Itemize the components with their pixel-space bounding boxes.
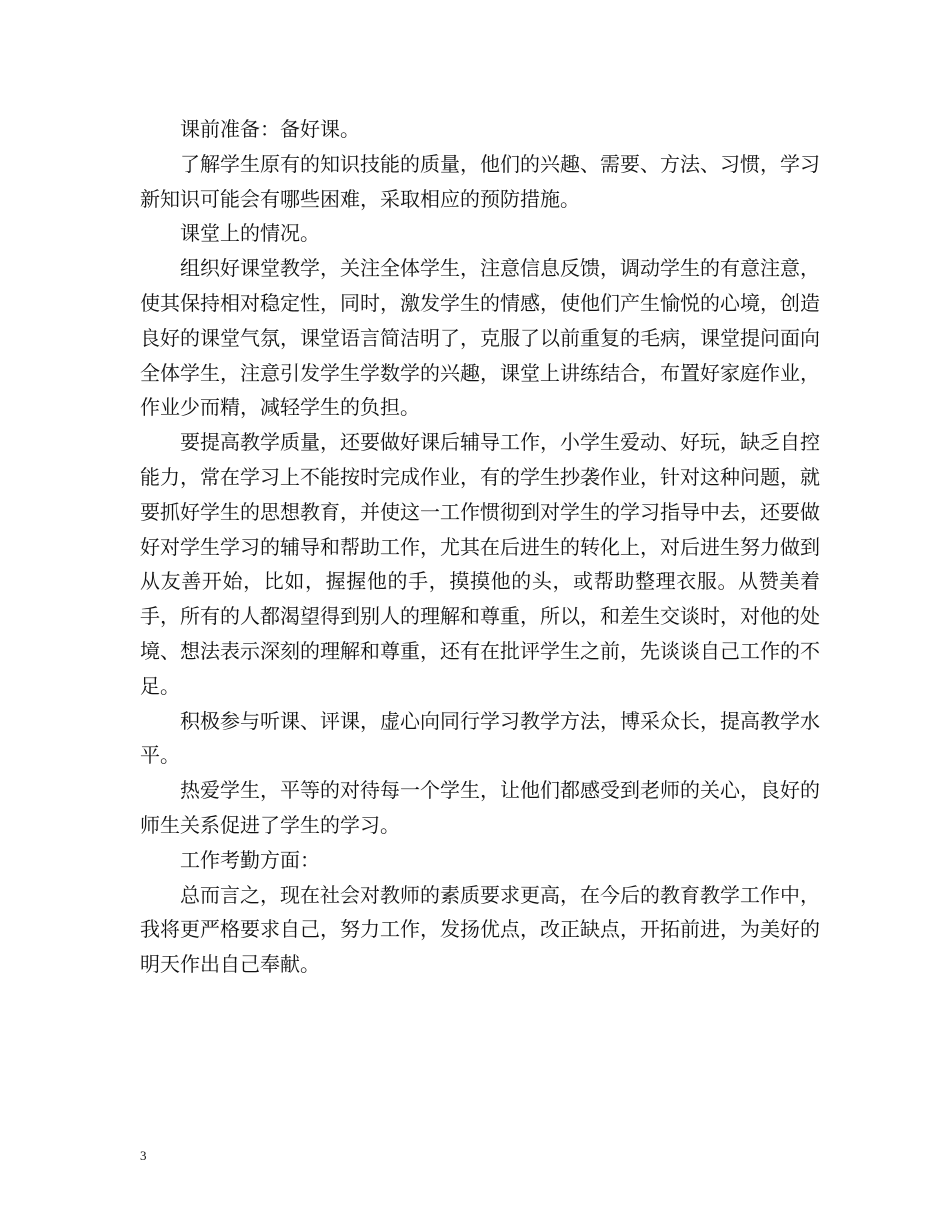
paragraph-attendance-heading: 工作考勤方面： <box>180 847 320 872</box>
paragraph-classroom-teaching: 组织好课堂教学，关注全体学生，注意信息反馈，调动学生的有意注意，使其保持相对稳定性，同时，激发学生的情感，使他们产生愉悦的心境，创造良好的课堂气氛，课堂语言简洁明了，克服了以前重复的毛病，课堂提问面向全体学生，注意引发学生学数学的兴趣，课堂上讲练结合，布置好家庭作业，作业少而精，减轻学生的负担。 <box>140 256 820 420</box>
paragraph-after-class-tutoring: 要提高教学质量，还要做好课后辅导工作，小学生爱动、好玩，缺乏自控能力，常在学习上不能按时完成作业，有的学生抄袭作业，针对这种问题，就要抓好学生的思想教育，并使这一工作惯彻到对学生的学习指导中去，还要做好对学生学习的辅导和帮助工作，尤其在后进生的转化上，对后进生努力做到从友善开始，比如，握握他的手，摸摸他的头，或帮助整理衣服。从赞美着手，所有的人都渴望得到别人的理解和尊重，所以，和差生交谈时，对他的处境、想法表示深刻的理解和尊重，还有在批评学生之前，先谈谈自己工作的不足。 <box>140 430 820 698</box>
paragraph-conclusion: 总而言之，现在社会对教师的素质要求更高，在今后的教育教学工作中，我将更严格要求自己，努力工作，发扬优点，改正缺点，开拓前进，为美好的明天作出自己奉献。 <box>140 882 820 977</box>
document-body <box>140 112 820 982</box>
paragraph-lesson-observation: 积极参与听课、评课，虚心向同行学习教学方法，博采众长，提高教学水平。 <box>140 708 820 768</box>
paragraph-understand-students: 了解学生原有的知识技能的质量，他们的兴趣、需要、方法、习惯，学习新知识可能会有哪些困难，采取相应的预防措施。 <box>140 151 820 211</box>
page-number: 3 <box>140 1148 147 1163</box>
paragraph-love-students: 热爱学生，平等的对待每一个学生，让他们都感受到老师的关心，良好的师生关系促进了学生的学习。 <box>140 778 820 837</box>
paragraph-classroom-heading: 课堂上的情况。 <box>180 221 320 246</box>
paragraph-lesson-prep-heading: 课前准备：备好课。 <box>180 117 360 141</box>
